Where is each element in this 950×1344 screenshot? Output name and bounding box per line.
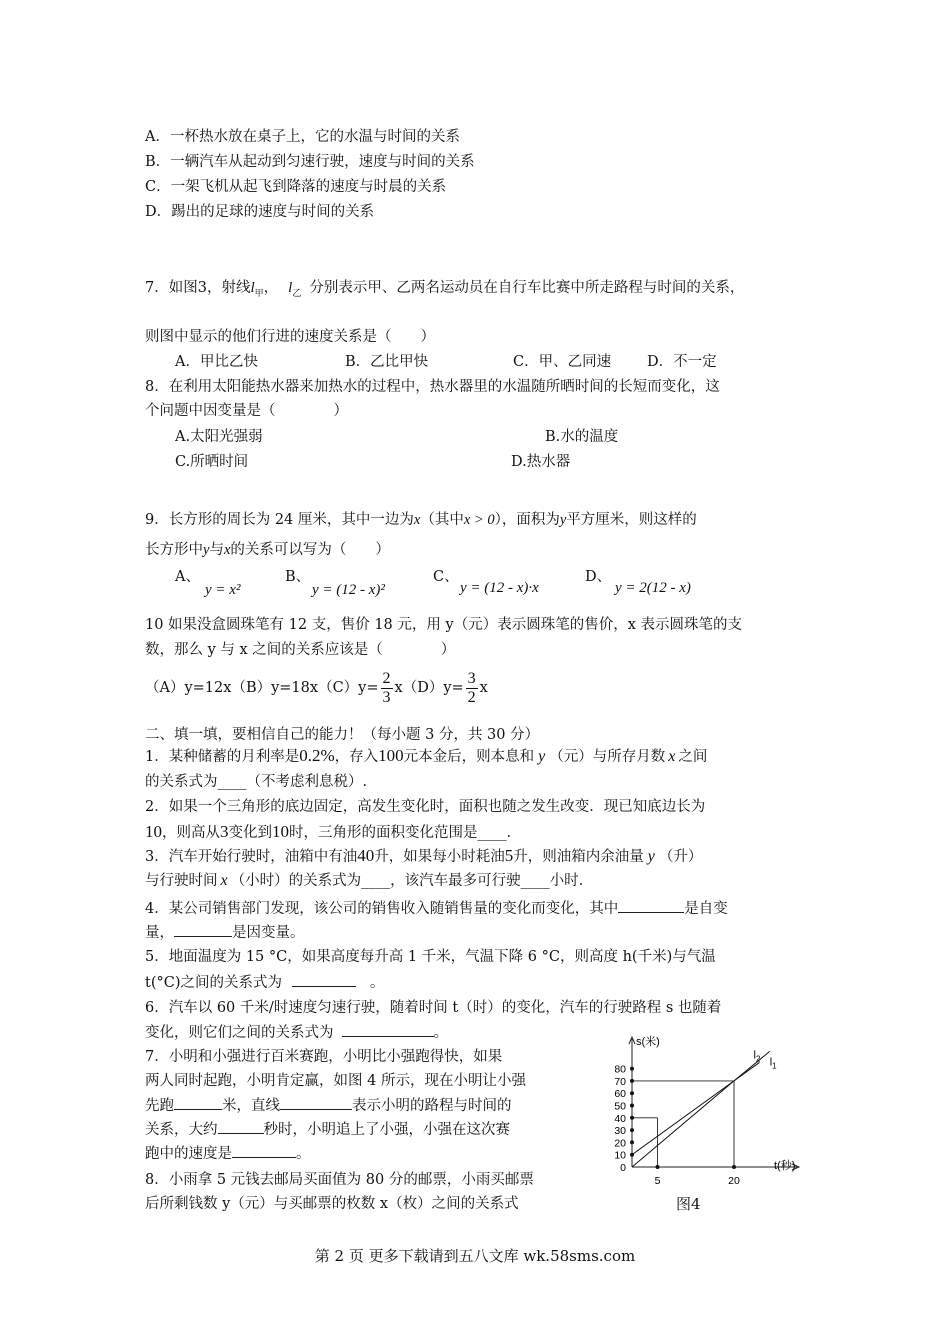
q7-l1 xyxy=(250,280,263,296)
q7-l1-sub: 甲 xyxy=(254,288,264,298)
f6-line2b: 。 xyxy=(433,1025,448,1041)
q9-line2-a: 长方形中 xyxy=(145,542,203,558)
q10-frac-d-num: 3 xyxy=(467,669,476,687)
f1-d: （元）与所存月数 xyxy=(549,749,666,765)
f7-line2: 两人同时起跑，小明肯定赢，如图 4 所示，现在小明让小强 xyxy=(145,1073,526,1089)
q9-y: y xyxy=(559,512,567,528)
f7-line5b: 。 xyxy=(296,1146,311,1162)
q6-option-b: B．一辆汽车从起动到匀速行驶，速度与时间的关系 xyxy=(145,154,475,170)
f1-a: 1．某种储蓄的月利率是 xyxy=(145,749,300,765)
f3-line1 xyxy=(145,846,702,867)
f7-line5a: 跑中的速度是 xyxy=(145,1146,232,1162)
q7-text-a: 7．如图3，射线 xyxy=(145,280,251,296)
f1-x: x xyxy=(668,748,676,765)
q10-frac-d-den: 2 xyxy=(467,688,476,706)
f2-d: 时，三角形的面积变化范围是____. xyxy=(289,825,512,841)
q9-text-b: （其中 xyxy=(420,512,464,528)
q7-option-a: A．甲比乙快 xyxy=(175,354,258,370)
f6-blank[interactable] xyxy=(342,1022,434,1037)
q9-option-d-label: D、 xyxy=(585,569,612,585)
f3-d: （升） xyxy=(658,849,703,865)
f6-line2 xyxy=(145,1022,448,1043)
f3-y: y xyxy=(647,848,655,865)
chart-series xyxy=(632,1051,773,1167)
x-tick-dot xyxy=(732,1165,736,1169)
f3-line2a: 与行驶时间 xyxy=(145,873,218,889)
q10-line2: 数，那么 y 与 x 之间的关系应该是（ ） xyxy=(145,642,456,658)
q9-option-a-label: A、 xyxy=(175,569,200,585)
q7-option-d: D．不一定 xyxy=(647,354,717,370)
y-tick-dot xyxy=(630,1128,634,1132)
y-tick-label: 40 xyxy=(614,1112,626,1125)
y-tick-label: 10 xyxy=(614,1149,626,1162)
f7-line4 xyxy=(145,1119,510,1140)
q9-x: x xyxy=(413,512,421,528)
f7-line3 xyxy=(145,1095,512,1116)
f7-line3b: 米，直线 xyxy=(222,1098,280,1114)
x-tick-label: 20 xyxy=(728,1175,740,1187)
f3-a: 3．汽车开始行驶时，油箱中有油 xyxy=(145,849,358,865)
q6-option-c: C．一架飞机从起飞到降落的速度与时晨的关系 xyxy=(145,179,447,195)
q9-line2-y: y xyxy=(203,542,210,558)
q7-l2 xyxy=(288,280,301,296)
f1-rate: 0.2% xyxy=(299,746,335,765)
q9-text-a: 9．长方形的周长为 24 厘米，其中一边为 xyxy=(145,512,414,528)
f4-blank-2[interactable] xyxy=(174,922,232,937)
f7-blank-3[interactable] xyxy=(218,1119,264,1134)
f5-line1: 5．地面温度为 15 °C，如果高度每升高 1 千米，气温下降 6 °C，则高度 h(千米)与气温 xyxy=(145,949,716,965)
q8-option-a: A.太阳光强弱 xyxy=(175,429,263,445)
q10-end: x xyxy=(479,680,488,696)
series-line-l2 xyxy=(632,1062,760,1154)
series-line-l1 xyxy=(632,1051,773,1167)
f7-blank-4[interactable] xyxy=(232,1143,296,1158)
series-label-main: l xyxy=(769,1056,773,1069)
y-tick-label: 50 xyxy=(614,1100,626,1113)
y-tick-dot xyxy=(630,1104,634,1108)
series-label-sub: 2 xyxy=(755,1054,761,1064)
f2-10b: 10 xyxy=(272,822,289,841)
f4-line2 xyxy=(145,922,305,943)
series-label-l2 xyxy=(754,1049,761,1063)
f7-line4b: 秒时，小明追上了小强，小强在这次赛 xyxy=(263,1122,510,1138)
series-label-sub: 1 xyxy=(772,1061,777,1071)
q9-text-c: ），面积为 xyxy=(494,512,560,528)
y-tick-dot xyxy=(630,1116,634,1120)
q9-line2-x: x xyxy=(223,542,231,558)
q10-frac-c-num: 2 xyxy=(382,669,391,687)
y-tick-dot xyxy=(630,1079,634,1083)
q8-line2: 个问题中因变量是（ ） xyxy=(145,403,348,419)
q10-options xyxy=(145,668,488,708)
f1-e: 之间 xyxy=(678,749,708,765)
q9-line2-c: 的关系可以写为（ ） xyxy=(230,542,390,558)
y-tick-dot xyxy=(630,1140,634,1144)
f3-40: 40 xyxy=(357,846,375,865)
f7-blank-1[interactable] xyxy=(174,1095,222,1110)
f2-3: 3 xyxy=(220,822,229,841)
series-label-main: l xyxy=(753,1049,756,1062)
f1-y: y xyxy=(538,748,546,765)
f5-line2b: 。 xyxy=(370,975,385,991)
f7-line3c: 表示小明的路程与时间的 xyxy=(352,1098,512,1114)
f3-c: 升，则油箱内余油量 xyxy=(513,849,644,865)
q9-option-b-expr: y = (12 - x)² xyxy=(312,582,385,598)
series-label-l1 xyxy=(770,1056,777,1070)
y-tick-label: 80 xyxy=(614,1063,626,1076)
figure-4-chart xyxy=(600,1025,815,1220)
y-tick-label: 20 xyxy=(614,1137,626,1150)
f2-line1: 2．如果一个三角形的底边固定，高发生变化时，面积也随之发生改变．现已知底边长为 xyxy=(145,799,706,815)
f1-b: ，存入 xyxy=(334,749,379,765)
y-tick-label: 70 xyxy=(614,1075,626,1088)
q9-line1 xyxy=(145,510,697,530)
f4-line1 xyxy=(145,898,728,919)
f4-line2b: 是因变量。 xyxy=(232,925,305,941)
f7-line1: 7．小明和小强进行百米赛跑，小明比小强跑得快，如果 xyxy=(145,1049,503,1065)
page-footer: 第 2 页 更多下载请到五八文库 wk.58sms.com xyxy=(314,1247,636,1265)
y-tick-label: 60 xyxy=(614,1088,626,1101)
f3-5: 5 xyxy=(504,846,514,865)
q8-option-c: C.所晒时间 xyxy=(175,454,249,470)
f3-b: 升，如果每小时耗油 xyxy=(374,849,505,865)
q8-option-d: D.热水器 xyxy=(511,454,571,470)
f3-line2b: （小时）的关系式为____，该汽车最多可行驶____小时. xyxy=(230,873,584,889)
q10-mid: x（D）y= xyxy=(394,680,464,696)
q10-frac-c-den: 3 xyxy=(382,688,391,706)
q9-line2-b: 与 xyxy=(209,542,224,558)
f4-b: 是自变 xyxy=(684,901,728,917)
q7-text-b: 分别表示甲、乙两名运动员在自行车比赛中所走路程与时间的关系， xyxy=(309,280,745,296)
q9-line2 xyxy=(145,540,390,560)
q7-line2: 则图中显示的他们行进的速度关系是（ ） xyxy=(145,329,435,345)
f5-blank[interactable] xyxy=(292,972,356,987)
x-tick-label: 5 xyxy=(654,1175,661,1187)
q9-option-a-expr: y = x² xyxy=(205,582,241,598)
f7-line3a: 先跑 xyxy=(145,1098,174,1114)
f2-10: 10 xyxy=(145,822,162,841)
f7-blank-2[interactable] xyxy=(280,1095,352,1110)
f2-line2 xyxy=(145,822,511,843)
section2-heading: 二、填一填，要相信自己的能力！（每小题 3 分，共 30 分） xyxy=(145,727,540,743)
x-axis-label: t(秒) xyxy=(774,1160,796,1172)
q10-frac-c xyxy=(381,670,393,707)
y-tick-dot xyxy=(630,1091,634,1095)
q7-option-c: C．甲、乙同速 xyxy=(513,354,612,370)
q10-line1: 10 如果没盒圆珠笔有 12 支，售价 18 元，用 y（元）表示圆珠笔的售价，x 表示圆珠笔的支 xyxy=(145,617,742,633)
q7-option-b: B．乙比甲快 xyxy=(345,354,429,370)
q7-l2-main: l xyxy=(288,280,293,296)
f1-line2: 的关系式为____（不考虑利息税）. xyxy=(145,774,368,790)
f5-line2 xyxy=(145,972,385,993)
q6-option-a: A．一杯热水放在桌子上，它的水温与时间的关系 xyxy=(145,129,460,145)
q10-frac-d xyxy=(466,670,478,707)
f1-line1 xyxy=(145,746,707,767)
q9-option-c-expr: y = (12 - x)·x xyxy=(460,580,539,596)
chart-title: 图4 xyxy=(676,1195,701,1213)
y-tick-label: 30 xyxy=(614,1125,626,1138)
q7-l2-sub: 乙 xyxy=(292,288,302,298)
q10-opt-a: （A）y=12x（B）y=18x（C）y= xyxy=(145,680,379,696)
q7-l1-main: l xyxy=(250,280,255,296)
chart-axes xyxy=(629,1037,799,1170)
q9-option-d-expr: y = 2(12 - x) xyxy=(615,580,691,596)
y-axis-label: s(米) xyxy=(636,1036,660,1048)
q9-text-d: 平方厘米，则这样的 xyxy=(566,512,697,528)
f8-line2: 后所剩钱数 y（元）与买邮票的枚数 x（枚）之间的关系式 xyxy=(145,1196,519,1212)
f2-b: ，则高从 xyxy=(162,825,220,841)
f6-line1: 6．汽车以 60 千米/时速度匀速行驶，随着时间 t（时）的变化，汽车的行驶路程 s 也随着 xyxy=(145,1000,722,1016)
q8-line1: 8．在利用太阳能热水器来加热水的过程中，热水器里的水温随所晒时间的长短而变化，这 xyxy=(145,379,720,395)
q7-line1 xyxy=(145,278,744,303)
f3-x: x xyxy=(220,872,228,889)
q9-cond: x > 0 xyxy=(463,512,495,528)
f1-c: 元本金后，则本息和 xyxy=(403,749,535,765)
f3-line2 xyxy=(145,871,583,891)
q9-option-c-label: C、 xyxy=(433,569,459,585)
f1-amt: 100 xyxy=(378,746,404,765)
f4-a: 4．某公司销售部门发现，该公司的销售收入随销售量的变化而变化，其中 xyxy=(145,901,619,917)
y-tick-label: 0 xyxy=(620,1162,626,1174)
f4-line2a: 量， xyxy=(145,925,174,941)
q6-option-d: D．踢出的足球的速度与时间的关系 xyxy=(145,204,375,220)
q9-option-b-label: B、 xyxy=(285,569,311,585)
f2-c: 变化到 xyxy=(228,825,272,841)
chart-labels xyxy=(614,1034,795,1187)
f7-line4a: 关系，大约 xyxy=(145,1122,218,1138)
y-tick-dot xyxy=(630,1067,634,1071)
f5-line2a: t(°C)之间的关系式为 xyxy=(145,975,282,991)
f6-line2a: 变化，则它们之间的关系式为 xyxy=(145,1025,334,1041)
x-tick-dot xyxy=(656,1165,660,1169)
f7-line5 xyxy=(145,1143,311,1164)
f8-line1: 8．小雨拿 5 元钱去邮局买面值为 80 分的邮票，小雨买邮票 xyxy=(145,1172,534,1188)
f4-blank-1[interactable] xyxy=(618,898,684,913)
q8-option-b: B.水的温度 xyxy=(545,429,619,445)
q7-comma: ， xyxy=(263,280,279,296)
